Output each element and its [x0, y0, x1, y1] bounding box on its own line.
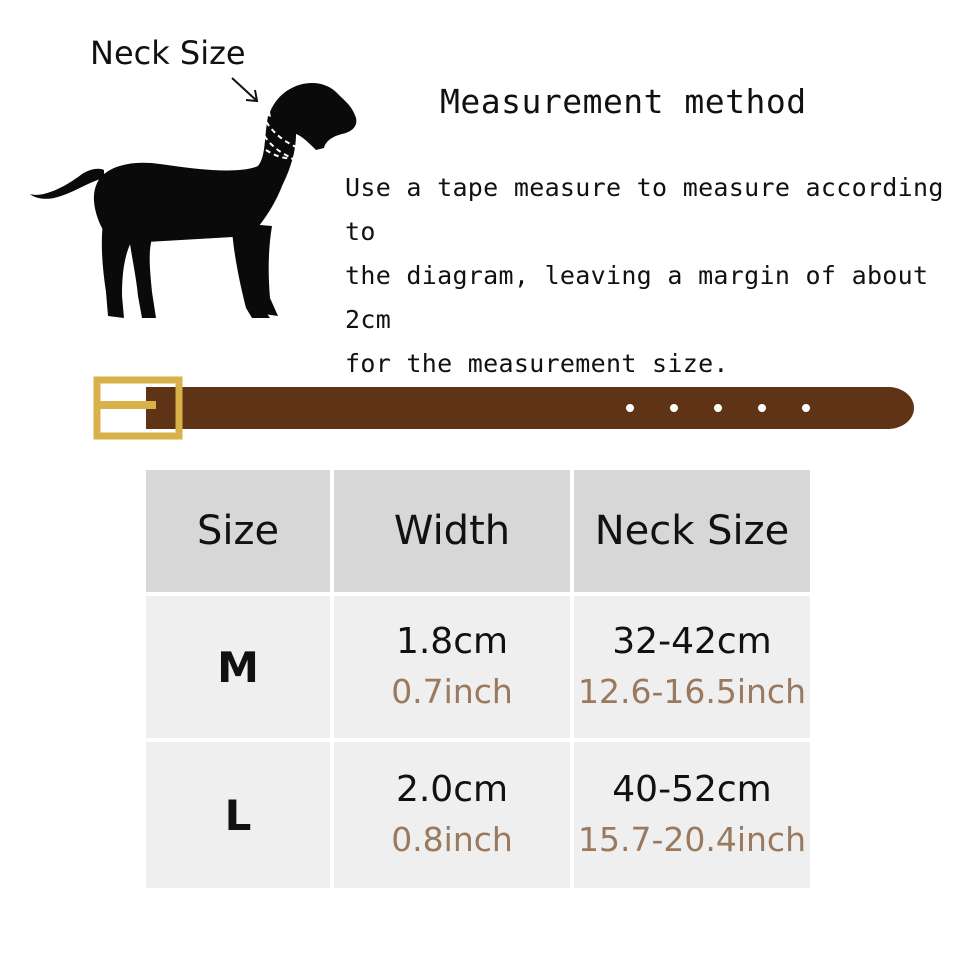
dog-silhouette-icon — [20, 60, 360, 330]
method-line: the diagram, leaving a margin of about 2cm — [345, 261, 929, 334]
width-inch: 0.8inch — [391, 820, 513, 859]
cell-width-m — [334, 596, 570, 738]
cell-size-m — [146, 596, 330, 738]
size-value: M — [217, 642, 259, 692]
dog-body-shape — [30, 83, 356, 318]
measurement-method-text — [345, 166, 955, 386]
header-width: Width — [334, 470, 570, 592]
header-neck-size: Neck Size — [574, 470, 810, 592]
collar-strap — [146, 387, 914, 429]
neck-cm: 40-52cm — [612, 769, 772, 810]
method-line: for the measurement size. — [345, 349, 729, 378]
size-chart-table — [146, 470, 810, 888]
method-line: Use a tape measure to measure according to — [345, 173, 944, 246]
width-cm: 2.0cm — [395, 769, 509, 810]
neck-inch: 12.6-16.5inch — [577, 672, 806, 711]
neck-size-label: Neck Size — [90, 34, 246, 72]
measurement-method-title: Measurement method — [440, 82, 807, 121]
width-cm: 1.8cm — [395, 621, 509, 662]
cell-neck-m — [574, 596, 810, 738]
buckle-prong — [100, 401, 156, 409]
cell-size-l — [146, 742, 330, 888]
size-value: L — [224, 790, 252, 840]
header-size: Size — [146, 470, 330, 592]
cell-width-l — [334, 742, 570, 888]
cell-neck-l — [574, 742, 810, 888]
width-inch: 0.7inch — [391, 672, 513, 711]
neck-inch: 15.7-20.4inch — [577, 820, 806, 859]
collar-illustration — [88, 370, 918, 446]
neck-cm: 32-42cm — [612, 621, 772, 662]
arrow-icon — [232, 78, 257, 101]
